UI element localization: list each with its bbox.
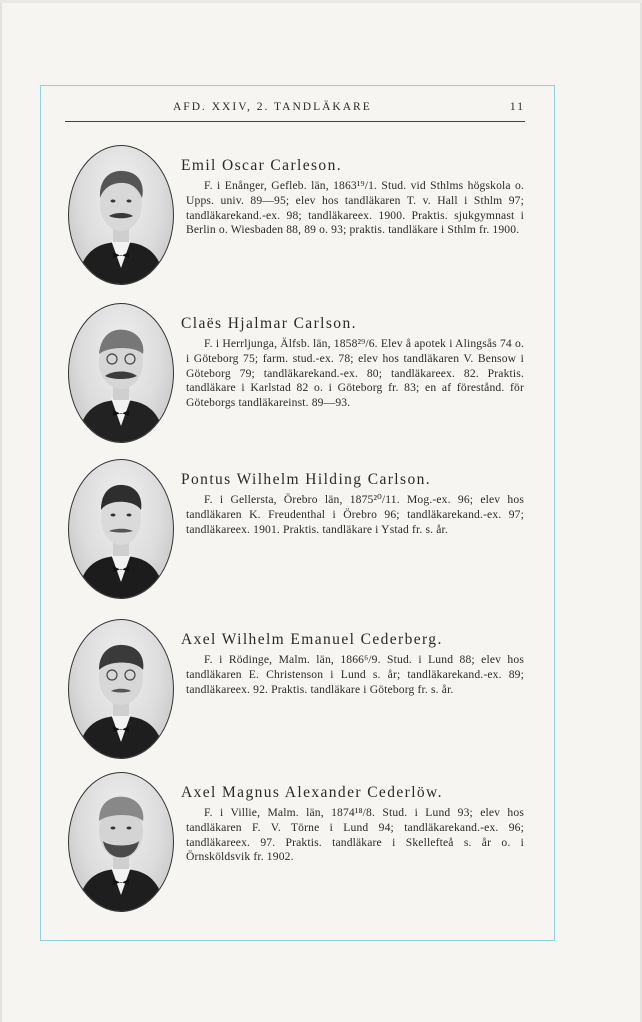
entry-bio: F. i Gellersta, Örebro län, 1875²⁰/11. Mog.-ex. 96; elev hos tandläkaren K. Freudenthal i Örebro 96; tandläkarekand.-ex. 97; tandläkareex. 1901. Praktis. tandläkare i Ystad fr. s. år. [186, 493, 524, 536]
entry-name: Axel Magnus Alexander Cederlöw. [181, 784, 443, 801]
running-header [65, 99, 525, 122]
portrait-icon [68, 772, 174, 912]
running-title: AFD. XXIV, 2. TANDLÄKARE [173, 101, 372, 113]
entry-bio: F. i Herrljunga, Älfsb. län, 1858²⁹/6. Elev å apotek i Alingsås 74 o. i Göteborg 75; farm. stud.-ex. 78; elev hos tandläkaren V. Bensow i Göteborg 79; tandläkarekand.-ex. 80; tandläkareex. 82. Praktis. tandläkare i Karlstad 82 o. i Göteborg fr. 83; en af förestånd. för Göteborgs tandläkareinst. 89—93. [186, 337, 524, 410]
portrait-icon [68, 459, 174, 599]
portrait-icon [68, 145, 174, 285]
entry-name: Axel Wilhelm Emanuel Cederberg. [181, 631, 443, 648]
entry-name: Emil Oscar Carleson. [181, 157, 343, 174]
entry-name: Claës Hjalmar Carlson. [181, 315, 357, 332]
entry-name: Pontus Wilhelm Hilding Carlson. [181, 471, 432, 488]
entry-bio: F. i Rödinge, Malm. län, 1866⁶/9. Stud. i Lund 88; elev hos tandläkaren E. Christenson i Lund s. år; tandläkarekand.-ex. 89; tandläkareex. 92. Praktis. tandläkare i Göteborg fr. s. år. [186, 653, 524, 696]
entry-bio: F. i Villie, Malm. län, 1874¹⁸/8. Stud. i Lund 93; elev hos tandläkaren F. V. Törne i Lund 94; tandläkarekand.-ex. 96; tandläkareex. 97. Praktis. tandläkare i Skellefteå s. år o. i Örnsköldsvik fr. 1902. [186, 806, 524, 864]
page-number: 11 [509, 101, 525, 113]
entry-bio: F. i Enånger, Gefleb. län, 1863¹⁹/1. Stud. vid Sthlms högskola o. Upps. univ. 89—95; elev hos tandläkaren T. v. Hall i Sthlm 97; tandläkarekand.-ex. 98; tandläkareex. 1900. Praktis. sjukgymnast i Berlin o. Wiesbaden 88, 89 o. 93; praktis. tandläkare i Sthlm fr. 1900. [186, 179, 524, 237]
scan-top-edge [0, 0, 642, 3]
portrait-icon [68, 303, 174, 443]
portrait-icon [68, 619, 174, 759]
